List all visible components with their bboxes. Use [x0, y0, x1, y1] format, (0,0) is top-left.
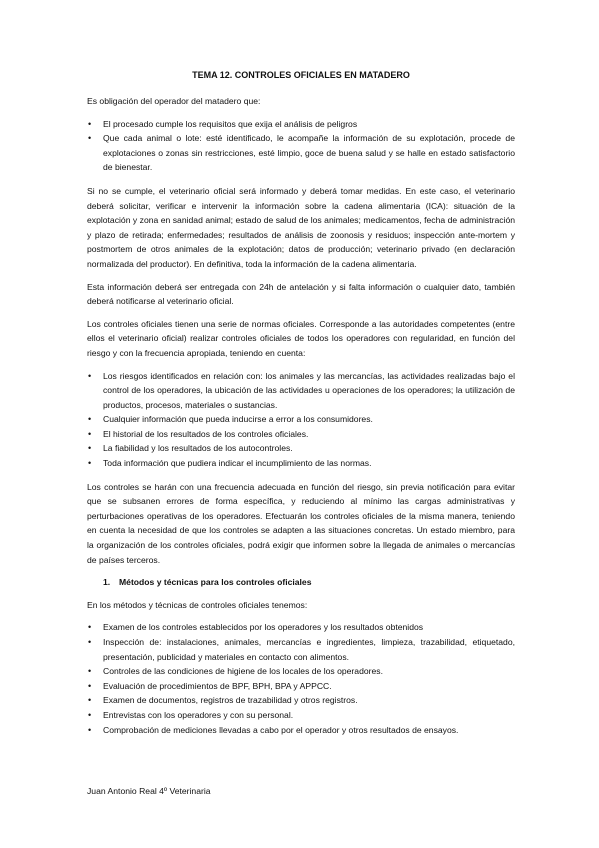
list-item: • Toda información que pudiera indicar el incumplimiento de las normas. [87, 456, 515, 471]
section-title: Métodos y técnicas para los controles oficiales [119, 577, 312, 588]
list-item: • Comprobación de mediciones llevadas a cabo por el operador y otros resultados de ensayos. [87, 723, 515, 738]
list-item: • El historial de los resultados de los controles oficiales. [87, 427, 515, 442]
ica-paragraph: Si no se cumple, el veterinario oficial será informado y deberá tomar medidas. En este caso, el veterinario deberá solicitar, verificar e intervenir la información sobre la cadena alimentaria (ICA): situación de la explotación y zona en sanidad animal; estado de salud de los animales; medicamentos, fecha de administración y plazo de retirada; enfermedades; resultados de análisis de zoonosis y residuos; inspección ante-mortem y postmortem de otros animales de la explotación; datos de producción; veterinario privado (en declaración normalizada del productor). En definitiva, toda la información de la cadena alimentaria. [87, 185, 515, 269]
list-item: • Evaluación de procedimientos de BPF, BPH, BPA y APPCC. [87, 679, 515, 694]
section-heading [103, 575, 515, 590]
risk-criteria-list [87, 369, 515, 471]
list-item: • Inspección de: instalaciones, animales, mercancías e ingredientes, limpieza, trazabilidad, etiquetado, presentación, publicidad y materiales en contacto con alimentos. [87, 635, 515, 664]
list-item: • Controles de las condiciones de higiene de los locales de los operadores. [87, 664, 515, 679]
methods-list [87, 620, 515, 737]
document-body [87, 68, 515, 746]
page-title: TEMA 12. CONTROLES OFICIALES EN MATADERO [192, 70, 410, 80]
list-item: • Que cada animal o lote: esté identificado, le acompañe la información de su explotación, procede de explotaciones o zonas sin restricciones, esté limpio, goce de buena salud y se halle en estado satisfactorio de bienestar. [87, 131, 515, 175]
list-item: • Examen de los controles establecidos por los operadores y los resultados obtenidos [87, 620, 515, 635]
page-footer: Juan Antonio Real 4º Veterinaria [87, 786, 211, 796]
methods-intro-paragraph: En los métodos y técnicas de controles oficiales tenemos: [87, 599, 308, 610]
intro-paragraph: Es obligación del operador del matadero que: [87, 96, 261, 106]
frequency-paragraph: Los controles se harán con una frecuencia adecuada en función del riesgo, sin previa notificación para evitar que se subsanen errores de forma específica, y reduciendo al mínimo las cargas administrativas y perturbaciones operativas de los operadores. Efectuarán los controles oficiales de la misma manera, teniendo en cuenta la necesidad de que los controles se adapten a las situaciones concretas. Un estado miembro, para la organización de los controles oficiales, podrá exigir que informen sobre la llegada de animales o mercancías de países terceros. [87, 481, 515, 565]
list-item: • Entrevistas con los operadores y con su personal. [87, 708, 515, 723]
list-item: • La fiabilidad y los resultados de los autocontroles. [87, 441, 515, 456]
notice-paragraph: Esta información deberá ser entregada con 24h de antelación y si falta información o cualquier dato, también deberá notificarse al veterinario oficial. [87, 281, 515, 307]
section-number: 1. [103, 577, 111, 588]
list-item: • Cualquier información que pueda inducirse a error a los consumidores. [87, 412, 515, 427]
official-controls-paragraph: Los controles oficiales tienen una serie de normas oficiales. Corresponde a las autoridades competentes (entre ellos el veterinario oficial) realizar controles oficiales de todos los operadores con regularidad, en función del riesgo y con la frecuencia apropiada, teniendo en cuenta: [87, 318, 515, 358]
list-item: • El procesado cumple los requisitos que exija el análisis de peligros [87, 117, 515, 132]
list-item: • Examen de documentos, registros de trazabilidad y otros registros. [87, 693, 515, 708]
list-item: • Los riesgos identificados en relación con: los animales y las mercancías, las actividades realizadas bajo el control de los operadores, la ubicación de las actividades u operaciones de los operadores; la utilización de productos, procesos, materiales o sustancias. [87, 369, 515, 413]
operator-obligations-list [87, 117, 515, 175]
